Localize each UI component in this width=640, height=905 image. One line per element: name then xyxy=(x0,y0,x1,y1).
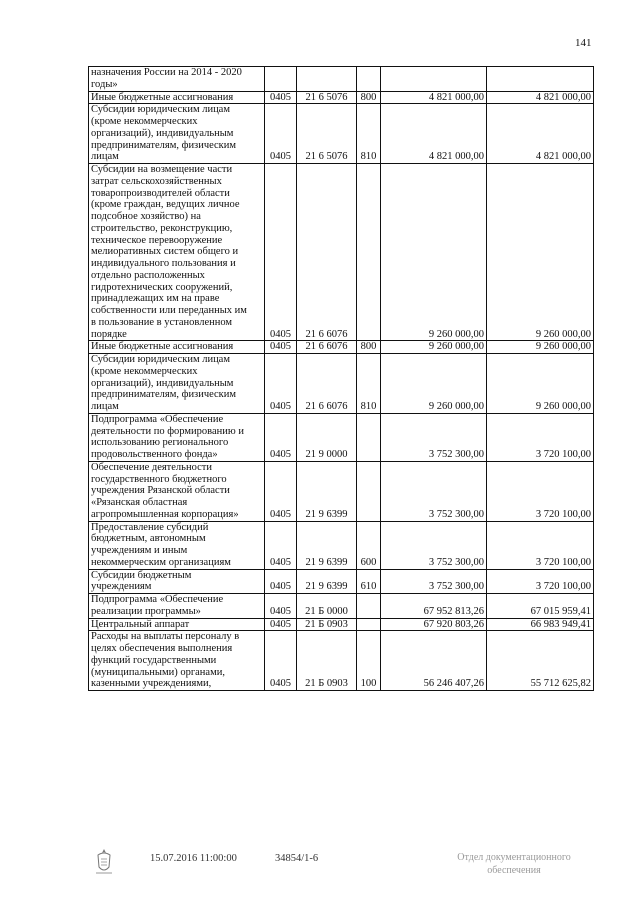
row-amount-first: 9 260 000,00 xyxy=(381,341,487,354)
row-name-cell xyxy=(89,569,265,594)
footer-datetime: 15.07.2016 11:00:00 xyxy=(150,853,237,864)
row-expense-kind xyxy=(357,461,381,521)
row-section xyxy=(265,67,297,92)
row-name-cell xyxy=(89,521,265,569)
row-amount-first: 3 752 300,00 xyxy=(381,413,487,461)
row-expense-kind xyxy=(357,618,381,631)
row-article: 21 9 6399 xyxy=(297,569,357,594)
row-expense-kind: 810 xyxy=(357,354,381,414)
row-amount-second: 9 260 000,00 xyxy=(487,341,594,354)
table-row xyxy=(89,413,594,461)
stamp-line-2: обеспечения xyxy=(487,864,541,876)
row-amount-first: 67 920 803,26 xyxy=(381,618,487,631)
row-name-cell xyxy=(89,164,265,341)
table-row xyxy=(89,67,594,92)
row-article: 21 9 6399 xyxy=(297,521,357,569)
row-name: Субсидии юридическим лицам (кроме некоммерческих организаций), индивидуальным предпринимателям, физическим лицам xyxy=(91,354,237,412)
table-row xyxy=(89,341,594,354)
row-section: 0405 xyxy=(265,104,297,164)
row-article: 21 6 6076 xyxy=(297,164,357,341)
row-name: Иные бюджетные ассигнования xyxy=(91,91,234,103)
row-section: 0405 xyxy=(265,521,297,569)
table-row xyxy=(89,354,594,414)
row-amount-first: 3 752 300,00 xyxy=(381,569,487,594)
table-row xyxy=(89,91,594,104)
row-expense-kind xyxy=(357,164,381,341)
row-section: 0405 xyxy=(265,618,297,631)
row-amount-second: 66 983 949,41 xyxy=(487,618,594,631)
row-section: 0405 xyxy=(265,91,297,104)
table-row xyxy=(89,594,594,619)
row-name-cell xyxy=(89,594,265,619)
row-amount-second: 55 712 625,82 xyxy=(487,631,594,691)
emblem-icon xyxy=(93,847,115,877)
row-amount-second: 9 260 000,00 xyxy=(487,164,594,341)
row-expense-kind: 600 xyxy=(357,521,381,569)
row-article: 21 9 0000 xyxy=(297,413,357,461)
department-stamp xyxy=(440,852,588,877)
row-name-cell xyxy=(89,67,265,92)
row-section: 0405 xyxy=(265,341,297,354)
row-name: назначения России на 2014 - 2020 годы» xyxy=(91,67,242,90)
row-expense-kind: 800 xyxy=(357,91,381,104)
row-section: 0405 xyxy=(265,461,297,521)
row-amount-second: 3 720 100,00 xyxy=(487,413,594,461)
row-name-cell xyxy=(89,461,265,521)
row-article: 21 6 5076 xyxy=(297,104,357,164)
row-expense-kind: 800 xyxy=(357,341,381,354)
row-amount-second: 3 720 100,00 xyxy=(487,521,594,569)
row-amount-second: 3 720 100,00 xyxy=(487,569,594,594)
row-name: Центральный аппарат xyxy=(91,618,190,630)
row-name-cell xyxy=(89,341,265,354)
row-amount-second: 9 260 000,00 xyxy=(487,354,594,414)
table-row xyxy=(89,521,594,569)
page-number: 141 xyxy=(575,37,592,49)
row-amount-first: 3 752 300,00 xyxy=(381,521,487,569)
row-amount-first: 56 246 407,26 xyxy=(381,631,487,691)
table-row xyxy=(89,164,594,341)
stamp-line-1: Отдел документационного xyxy=(457,852,571,863)
row-expense-kind xyxy=(357,67,381,92)
row-expense-kind: 810 xyxy=(357,104,381,164)
row-name-cell xyxy=(89,91,265,104)
row-article: 21 Б 0903 xyxy=(297,618,357,631)
row-article: 21 9 6399 xyxy=(297,461,357,521)
row-article: 21 6 6076 xyxy=(297,341,357,354)
row-section: 0405 xyxy=(265,413,297,461)
row-name: Подпрограмма «Обеспечение деятельности по формированию и использованию регионального продовольственного фонда» xyxy=(91,413,244,460)
row-amount-first: 67 952 813,26 xyxy=(381,594,487,619)
row-name-cell xyxy=(89,618,265,631)
row-name-cell xyxy=(89,413,265,461)
row-name: Расходы на выплаты персоналу в целях обеспечения выполнения функций государственными (муниципальными) органами, казенными учреждениями, xyxy=(91,631,240,690)
row-name: Подпрограмма «Обеспечение реализации программы» xyxy=(91,594,224,617)
row-name: Субсидии на возмещение части затрат сельскохозяйственных товаропроизводителей области (кроме граждан, ведущих личное подсобное хозяйство) на строительство, реконструкцию, техническое перевооружение мелиоративных систем общего и индивидуального пользования и отдельно расположенных гидротехнических сооружений, принадлежащих им на праве собственности или переданных им в пользование в установленном порядке xyxy=(91,164,247,340)
row-amount-first: 4 821 000,00 xyxy=(381,91,487,104)
row-amount-second: 3 720 100,00 xyxy=(487,461,594,521)
table-row xyxy=(89,631,594,691)
row-amount-first xyxy=(381,67,487,92)
row-section: 0405 xyxy=(265,569,297,594)
budget-table xyxy=(88,66,594,691)
row-section: 0405 xyxy=(265,631,297,691)
table-row xyxy=(89,461,594,521)
row-article: 21 6 6076 xyxy=(297,354,357,414)
row-expense-kind xyxy=(357,594,381,619)
row-article: 21 Б 0000 xyxy=(297,594,357,619)
table-row xyxy=(89,104,594,164)
row-name-cell xyxy=(89,631,265,691)
row-expense-kind: 100 xyxy=(357,631,381,691)
row-section: 0405 xyxy=(265,354,297,414)
row-amount-second: 4 821 000,00 xyxy=(487,104,594,164)
row-name-cell xyxy=(89,104,265,164)
row-name: Предоставление субсидий бюджетным, автономным учреждениям и иным некоммерческим организациям xyxy=(91,521,231,568)
row-amount-first: 9 260 000,00 xyxy=(381,164,487,341)
row-article: 21 6 5076 xyxy=(297,91,357,104)
row-amount-first: 9 260 000,00 xyxy=(381,354,487,414)
footer-document-number: 34854/1-6 xyxy=(275,853,319,864)
row-amount-second xyxy=(487,67,594,92)
row-name: Субсидии бюджетным учреждениям xyxy=(91,569,192,593)
row-name: Иные бюджетные ассигнования xyxy=(91,341,234,353)
row-section: 0405 xyxy=(265,594,297,619)
row-amount-second: 4 821 000,00 xyxy=(487,91,594,104)
table-row xyxy=(89,569,594,594)
row-section: 0405 xyxy=(265,164,297,341)
row-name-cell xyxy=(89,354,265,414)
row-expense-kind: 610 xyxy=(357,569,381,594)
table-row xyxy=(89,618,594,631)
row-amount-first: 4 821 000,00 xyxy=(381,104,487,164)
table-body xyxy=(89,67,594,691)
row-amount-second: 67 015 959,41 xyxy=(487,594,594,619)
row-name: Субсидии юридическим лицам (кроме некоммерческих организаций), индивидуальным предпринимателям, физическим лицам xyxy=(91,104,237,163)
row-name: Обеспечение деятельности государственного бюджетного учреждения Рязанской области «Рязанская областная агропромышленная корпорация» xyxy=(91,461,239,520)
row-article xyxy=(297,67,357,92)
row-amount-first: 3 752 300,00 xyxy=(381,461,487,521)
row-article: 21 Б 0903 xyxy=(297,631,357,691)
row-expense-kind xyxy=(357,413,381,461)
